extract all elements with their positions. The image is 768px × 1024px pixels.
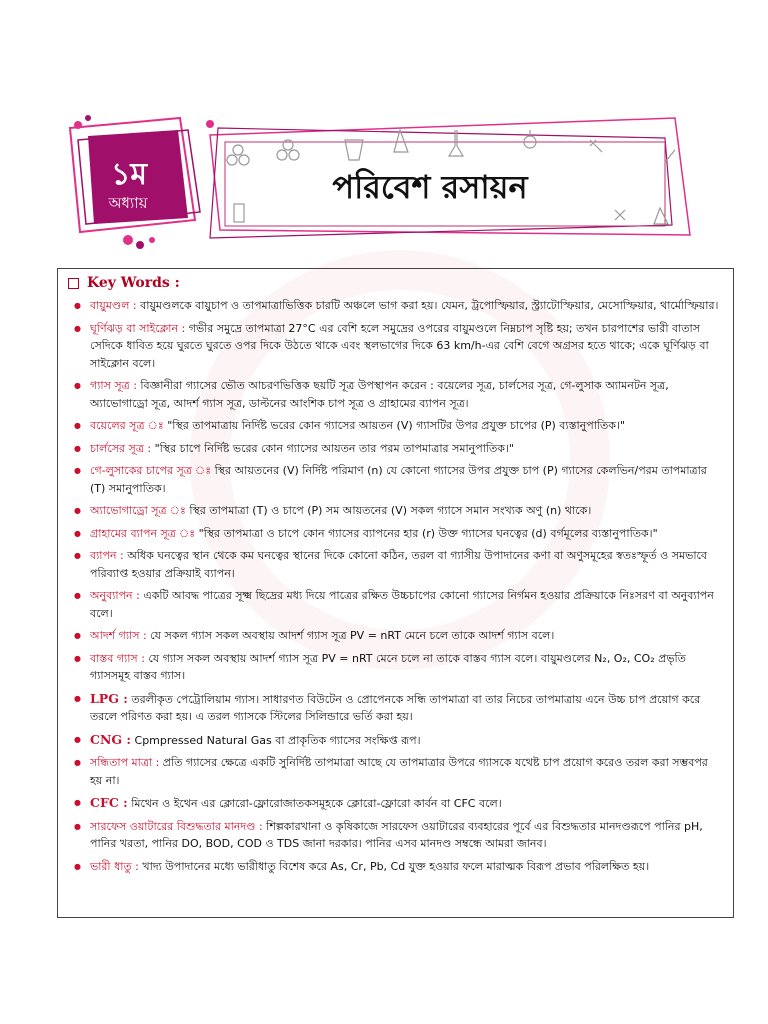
key-word-definition: শিল্পকারখানা ও কৃষিকাজে সারফেস ওয়াটারের ব্যবহারের পূর্বে এর বিশুদ্ধতার মানদণ্ডরূপে পানির pH, পানির খরতা, পানির DO, BOD, COD ও TDS জানা দরকার। পানির এসব মানদণ্ড সম্বন্ধে আমরা জানব। xyxy=(90,819,703,850)
key-words-heading xyxy=(68,275,723,291)
key-word-definition: প্রতি গ্যাসের ক্ষেত্রে একটি সুনির্দিষ্ট তাপমাত্রা আছে যে তাপমাত্রার উপরে গ্যাসকে যথেষ্ট চাপ প্রয়োগ করেও তরল করা সম্ভবপর হয় না। xyxy=(90,756,708,787)
key-word-item xyxy=(90,440,723,458)
key-word-definition: বায়ুমণ্ডলকে বায়ুচাপ ও তাপমাত্রাভিত্তিক চারটি অঞ্চলে ভাগ করা হয়। যেমন, ট্রপোস্ফিয়ার, স্ট্র্যাটোস্ফিয়ার, মেসোস্ফিয়ার, থার্মোস্ফিয়ার। xyxy=(136,299,719,312)
key-word-term: গে-লুসাকের চাপের সূত্র ঃ xyxy=(90,464,212,477)
key-word-term: ভারী ধাতু : xyxy=(90,859,139,873)
key-word-term: বাস্তব গ্যাস : xyxy=(90,651,145,665)
key-word-item xyxy=(90,650,723,685)
key-word-item xyxy=(90,417,723,435)
key-word-item xyxy=(90,731,723,750)
key-word-definition: খাদ্য উপাদানের মধ্যে ভারীধাতু বিশেষ করে As, Cr, Pb, Cd যুক্ত হওয়ার ফলে মারাত্মক বিরূপ প্রভাব পরিলক্ষিত হয়। xyxy=(138,859,650,873)
key-word-item xyxy=(90,297,723,315)
key-word-definition: যে গ্যাস সকল অবস্থায় আদর্শ গ্যাস সূত্র PV = nRT মেনে চলে না তাকে বাস্তব গ্যাস বলে। বায়ুমণ্ডলের N₂, O₂, CO₂ প্রভৃতি গ্যাসসমূহ বাস্তব গ্যাস। xyxy=(90,651,686,682)
chapter-header xyxy=(60,100,710,260)
key-word-item xyxy=(90,320,723,373)
key-word-definition: মিথেন ও ইথেন এর ক্লোরো-ফ্লোরোজাতকসমূহকে ক্লোরো-ফ্লোরো কার্বন বা CFC বলে। xyxy=(127,797,502,810)
key-word-item xyxy=(90,462,723,497)
key-word-item xyxy=(90,627,723,645)
key-word-term: অ্যাভোগাড্রো সূত্র ঃ xyxy=(90,504,186,517)
key-word-definition: স্থির আয়তনের (V) নির্দিষ্ট পরিমাণ (n) যে কোনো গ্যাসের উপর প্রযুক্ত চাপ (P) গ্যাসের কেলভিন/পরম তাপমাত্রার (T) সমানুপাতিক। xyxy=(90,464,707,495)
key-word-item xyxy=(90,547,723,582)
key-word-term: সন্ধিতাপ মাত্রা : xyxy=(90,756,160,769)
key-word-term: ব্যাপন : xyxy=(90,549,124,562)
key-word-definition: অধিক ঘনত্বের স্থান থেকে কম ঘনত্বের স্থানের দিকে কোনো কঠিন, তরল বা গ্যাসীয় উপাদানের কণা বা অণুসমূহের স্বতঃস্ফূর্ত ও সমভাবে পরিব্যাপ্ত হওয়ার প্রক্রিয়াই ব্যাপন। xyxy=(90,549,708,580)
key-word-definition: তরলীকৃত পেট্রোলিয়াম গ্যাস। সাধারণত বিউটেন ও প্রোপেনকে সন্ধি তাপমাত্রা বা তার নিচের তাপমাত্রায় এনে উচ্চ চাপ প্রয়োগ করে তরলে পরিণত করা হয়। এ তরল গ্যাসকে স্টিলের সিলিন্ডারে ভর্তি করা হয়। xyxy=(90,692,701,723)
key-word-definition: বিজ্ঞানীরা গ্যাসের ভৌত আচরণভিত্তিক ছয়টি সূত্র উপস্থাপন করেন : বয়েলের সূত্র, চার্লসের সূত্র, গে-লুসাক অ্যামনটন সূত্র, অ্যাভোগাড্রো সূত্র, আদর্শ গ্যাস সূত্র, ডাল্টনের আংশিক চাপ সূত্র ও গ্রাহামের ব্যাপন সূত্র। xyxy=(90,379,669,410)
key-word-definition: "স্থির চাপে নির্দিষ্ট ভরের কোন গ্যাসের আয়তন তার পরম তাপমাত্রার সমানুপাতিক।" xyxy=(151,441,514,455)
key-word-item xyxy=(90,794,723,813)
key-word-definition: "স্থির তাপমাত্রায় নির্দিষ্ট ভরের কোন গ্যাসের আয়তন (V) গ্যাসটির উপর প্রযুক্ত চাপের (P) ব্যস্তানুপাতিক।" xyxy=(163,419,626,432)
key-word-term: গ্রাহামের ব্যাপন সূত্র ঃ xyxy=(90,526,196,540)
key-word-definition: একটি আবদ্ধ পাত্রের সূক্ষ্ম ছিদ্রের মধ্য দিয়ে পাত্রের রক্ষিত উচ্চচাপের কোনো গ্যাসের নির্গমন হওয়ার প্রক্রিয়াকে নিঃসরণ বা অনুব্যাপন বলে। xyxy=(90,589,714,620)
checkbox-square-icon xyxy=(68,278,79,289)
key-word-term: চার্লসের সূত্র : xyxy=(90,441,152,455)
key-word-definition: যে সকল গ্যাস সকল অবস্থায় আদর্শ গ্যাস সূত্র PV = nRT মেনে চলে তাকে আদর্শ গ্যাস বলে। xyxy=(146,629,555,642)
key-word-term: CFC : xyxy=(90,795,128,810)
key-word-term: ঘূর্ণিঝড় বা সাইক্লোন : xyxy=(90,321,186,335)
chapter-number: ১ম xyxy=(110,157,148,192)
key-word-term: বায়ুমণ্ডল : xyxy=(90,299,137,312)
key-word-item xyxy=(90,525,723,543)
key-word-term: সারফেস ওয়াটারের বিশুদ্ধতার মানদণ্ড : xyxy=(90,819,263,833)
key-word-term: বয়েলের সূত্র ঃ xyxy=(90,419,164,432)
key-word-definition: Cpmpressed Natural Gas বা প্রাকৃতিক গ্যাসের সংক্ষিপ্ত রূপ। xyxy=(131,733,421,747)
key-word-item xyxy=(90,502,723,520)
key-word-term: LPG : xyxy=(90,690,128,706)
key-word-term: গ্যাস সূত্র : xyxy=(90,379,137,392)
key-word-item xyxy=(90,587,723,622)
key-word-definition: স্থির তাপমাত্রা (T) ও চাপে (P) সম আয়তনের (V) সকল গ্যাসে সমান সংখ্যক অণু (n) থাকে। xyxy=(185,504,592,517)
key-word-definition: গভীর সমুদ্রে তাপমাত্রা 27°C এর বেশি হলে সমুদ্রের ওপরের বায়ুমণ্ডলে নিম্নচাপ সৃষ্টি হয়; তখন চারপাশের ভারী বাতাস সেদিকে ধাবিত হয়ে ঘুরতে ঘুরতে ওপর দিকে উঠতে থাকে এবং স্থলভাগের দিকে 63 km/h-এর বেশি বেগে অগ্রসর হতে থাকে; একে ঘূর্ণিঝড় বা সাইক্লোন বলে। xyxy=(90,321,709,370)
chapter-title: পরিবেশ রসায়ন xyxy=(332,168,528,206)
chapter-label: অধ্যায় xyxy=(108,194,148,212)
key-word-item xyxy=(90,818,723,853)
key-word-term: আদর্শ গ্যাস : xyxy=(90,629,147,642)
key-word-item xyxy=(90,377,723,412)
key-word-item xyxy=(90,858,723,876)
key-words-box xyxy=(57,268,734,918)
key-word-item xyxy=(90,690,723,726)
key-word-definition: "স্থির তাপমাত্রা ও চাপে কোন গ্যাসের ব্যাপনের হার (r) উক্ত গ্যাসের ঘনত্বের (d) বর্গমূলের ব্যস্তানুপাতিক।" xyxy=(195,526,658,540)
key-word-term: অনুব্যাপন : xyxy=(90,589,140,602)
key-words-list xyxy=(68,297,723,875)
key-word-term: CNG : xyxy=(90,731,132,747)
key-word-item xyxy=(90,754,723,789)
key-words-heading-text: Key Words : xyxy=(87,275,180,291)
